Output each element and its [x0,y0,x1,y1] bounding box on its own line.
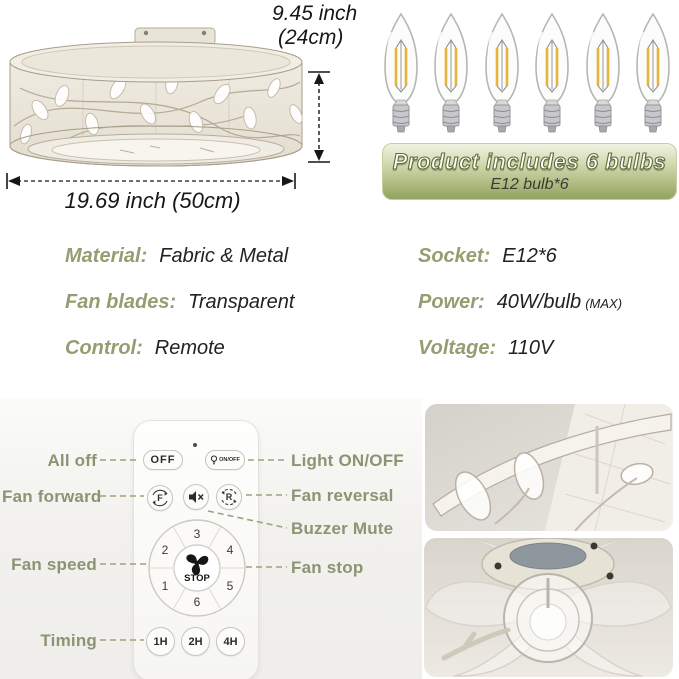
timer-1h-button: 1H [146,627,175,656]
e12-bulb [580,8,626,138]
spec-material: Material: Fabric & Metal [65,245,289,267]
speed-5: 5 [226,579,234,593]
callout-timing: Timing [40,631,97,650]
height-dimension-arrow [300,58,340,176]
rotate-forward-icon [149,487,171,509]
speed-2: 2 [161,543,169,557]
timer-2h-button: 2H [181,627,210,656]
buzzer-mute-button [183,484,209,510]
svg-text:R: R [225,492,233,502]
fan-forward-button [147,485,173,511]
drum-detail-photo [425,404,673,531]
light-on-off-button: ON/OFF [205,450,245,470]
speed-1: 1 [161,579,169,593]
e12-bulb [630,8,676,138]
rotate-reverse-icon [218,486,240,508]
svg-text:F: F [157,493,163,503]
spec-control: Control: Remote [65,337,225,359]
callout-buzzer-mute: Buzzer Mute [291,519,394,538]
spec-power: Power: 40W/bulb (MAX) [418,291,623,313]
height-dimension-label: 9.45 inch (24cm) [272,2,358,50]
speed-3: 3 [193,527,201,541]
timer-4h-button: 4H [216,627,245,656]
banner-title: Product includes 6 bulbs [392,149,667,174]
callout-fan-forward: Fan forward [2,487,102,506]
callout-fan-stop: Fan stop [291,558,364,577]
fan-reversal-button [216,484,242,510]
spec-fan-blades: Fan blades: Transparent [65,291,295,313]
callout-fan-reversal: Fan reversal [291,486,394,505]
e12-bulb [428,8,474,138]
mute-speaker-icon [186,488,206,506]
e12-bulb [479,8,525,138]
e12-bulb [529,8,575,138]
bulb-icon [210,455,218,466]
width-dimension-label: 19.69 inch (50cm) [64,188,241,213]
spec-voltage: Voltage: 110V [418,337,554,359]
fan-blades-detail-photo [424,538,673,677]
fan-speed-dial [148,519,246,617]
includes-banner [382,143,677,200]
spec-socket: Socket: E12*6 [418,245,557,267]
callout-all-off: All off [47,451,97,470]
callout-fan-speed: Fan speed [11,555,97,574]
e12-bulb [378,8,424,138]
bulb-row [378,8,676,138]
speed-6: 6 [193,595,201,609]
banner-subtitle: E12 bulb*6 [490,176,569,193]
callout-light-on-off: Light ON/OFF [291,451,404,470]
speed-4: 4 [226,543,234,557]
stop-label: STOP [184,573,210,584]
off-button: OFF [143,450,183,470]
